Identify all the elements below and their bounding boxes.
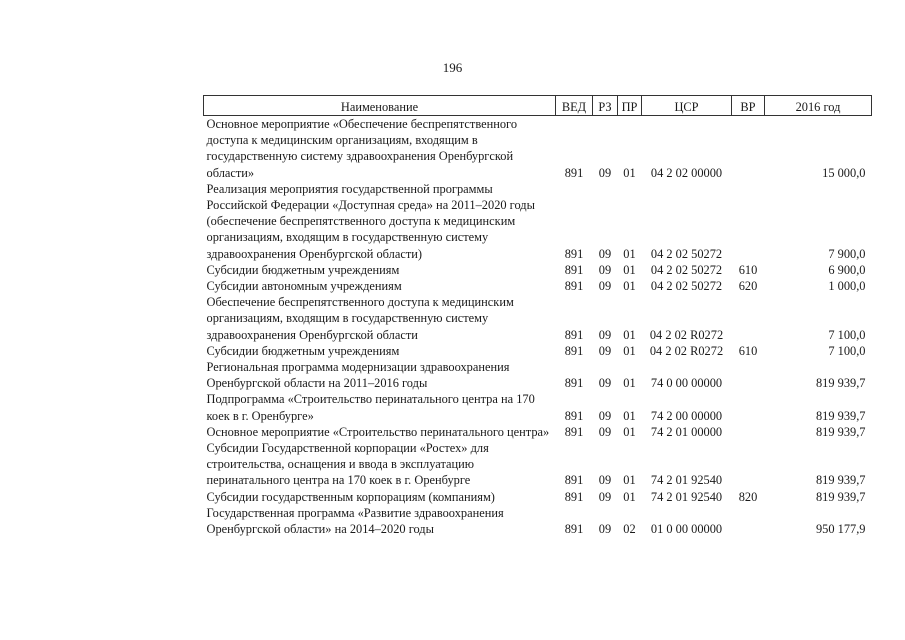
csr-cell: 04 2 02 50272 bbox=[650, 262, 723, 277]
vr-cell bbox=[732, 359, 765, 391]
csr-cell: 04 2 02 R0272 bbox=[649, 343, 724, 358]
table-row bbox=[204, 343, 872, 359]
header-ved: ВЕД bbox=[556, 96, 593, 116]
ved-cell: 891 bbox=[564, 246, 584, 261]
csr-cell: 01 0 00 00000 bbox=[650, 522, 723, 537]
header-pr: ПР bbox=[618, 96, 642, 116]
amount-cell: 819 939,7 bbox=[815, 376, 866, 391]
name-cell: Реализация мероприятия государственной программы Российской Федерации «Доступная среда» на 2011–2020 годы (обеспечение беспрепятственного доступа к медицинским организациям, входящим в государственную систему здравоохранения Оренбургской области) bbox=[206, 181, 535, 261]
rz-cell: 09 bbox=[598, 343, 612, 358]
csr-cell: 74 2 01 92540 bbox=[650, 473, 723, 488]
pr-cell: 01 bbox=[623, 343, 636, 358]
amount-cell: 819 939,7 bbox=[815, 473, 866, 488]
table-row bbox=[204, 489, 872, 505]
amount-cell: 1 000,0 bbox=[828, 279, 866, 294]
csr-cell: 04 2 02 50272 bbox=[650, 246, 723, 261]
rz-cell: 09 bbox=[598, 473, 612, 488]
vr-cell bbox=[732, 116, 765, 181]
pr-cell: 01 bbox=[623, 165, 636, 180]
table-header-row bbox=[204, 96, 872, 116]
vr-cell: 620 bbox=[738, 279, 758, 294]
ved-cell: 891 bbox=[564, 376, 584, 391]
pr-cell: 01 bbox=[623, 408, 636, 423]
vr-cell bbox=[732, 181, 765, 262]
header-csr: ЦСР bbox=[642, 96, 732, 116]
name-cell: Основное мероприятие «Строительство перинатального центра» bbox=[206, 424, 550, 439]
amount-cell: 7 100,0 bbox=[828, 327, 866, 342]
table-row bbox=[204, 116, 872, 181]
amount-cell: 819 939,7 bbox=[815, 408, 866, 423]
name-cell: Субсидии бюджетным учреждениям bbox=[206, 343, 400, 358]
budget-table bbox=[203, 95, 872, 537]
ved-cell: 891 bbox=[564, 522, 584, 537]
ved-cell: 891 bbox=[564, 343, 584, 358]
name-cell: Подпрограмма «Строительство перинатального центра на 170 коек в г. Оренбурге» bbox=[206, 392, 535, 423]
pr-cell: 01 bbox=[623, 376, 636, 391]
ved-cell: 891 bbox=[564, 473, 584, 488]
rz-cell: 09 bbox=[598, 246, 612, 261]
name-cell: Субсидии государственным корпорациям (компаниям) bbox=[206, 489, 495, 504]
rz-cell: 09 bbox=[598, 424, 612, 439]
table-row bbox=[204, 181, 872, 262]
name-cell: Субсидии Государственной корпорации «Ростех» для строительства, оснащения и ввода в эксплуатацию перинатального центра на 170 коек в г. Оренбурге bbox=[206, 441, 489, 488]
csr-cell: 74 0 00 00000 bbox=[650, 376, 723, 391]
name-cell: Субсидии автономным учреждениям bbox=[206, 279, 402, 294]
rz-cell: 09 bbox=[598, 376, 612, 391]
ved-cell: 891 bbox=[564, 424, 584, 439]
vr-cell bbox=[732, 424, 765, 440]
table-row bbox=[204, 505, 872, 537]
table-body bbox=[204, 116, 872, 538]
rz-cell: 09 bbox=[598, 279, 612, 294]
pr-cell: 01 bbox=[623, 489, 636, 504]
table-row bbox=[204, 391, 872, 423]
amount-cell: 7 900,0 bbox=[828, 246, 866, 261]
table-row bbox=[204, 294, 872, 343]
name-cell: Субсидии бюджетным учреждениям bbox=[206, 262, 400, 277]
amount-cell: 819 939,7 bbox=[815, 424, 866, 439]
vr-cell bbox=[732, 294, 765, 343]
table-row bbox=[204, 440, 872, 489]
table-row bbox=[204, 262, 872, 278]
vr-cell: 610 bbox=[738, 343, 758, 358]
vr-cell bbox=[732, 391, 765, 423]
table-row bbox=[204, 359, 872, 391]
table-row bbox=[204, 424, 872, 440]
vr-cell: 820 bbox=[738, 489, 758, 504]
header-name: Наименование bbox=[204, 96, 556, 116]
name-cell: Региональная программа модернизации здравоохранения Оренбургской области на 2011–2016 годы bbox=[206, 360, 510, 391]
page-number: 196 bbox=[442, 60, 463, 75]
rz-cell: 09 bbox=[598, 262, 612, 277]
rz-cell: 09 bbox=[598, 327, 612, 342]
csr-cell: 04 2 02 R0272 bbox=[649, 327, 724, 342]
vr-cell: 610 bbox=[738, 262, 758, 277]
pr-cell: 01 bbox=[623, 279, 636, 294]
vr-cell bbox=[732, 440, 765, 489]
ved-cell: 891 bbox=[564, 489, 584, 504]
csr-cell: 74 2 01 00000 bbox=[650, 424, 723, 439]
table-row bbox=[204, 278, 872, 294]
csr-cell: 74 2 00 00000 bbox=[650, 408, 723, 423]
amount-cell: 15 000,0 bbox=[822, 165, 866, 180]
pr-cell: 01 bbox=[623, 424, 636, 439]
pr-cell: 01 bbox=[623, 246, 636, 261]
ved-cell: 891 bbox=[564, 408, 584, 423]
csr-cell: 04 2 02 50272 bbox=[650, 279, 723, 294]
pr-cell: 02 bbox=[623, 522, 636, 537]
header-year: 2016 год bbox=[765, 96, 872, 116]
rz-cell: 09 bbox=[598, 522, 612, 537]
pr-cell: 01 bbox=[623, 262, 636, 277]
name-cell: Государственная программа «Развитие здравоохранения Оренбургской области» на 2014–2020 годы bbox=[206, 505, 504, 537]
amount-cell: 950 177,9 bbox=[815, 522, 866, 537]
header-rz: РЗ bbox=[593, 96, 618, 116]
name-cell: Обеспечение беспрепятственного доступа к медицинским организациям, входящим в государственную систему здравоохранения Оренбургской области bbox=[206, 295, 514, 342]
vr-cell bbox=[732, 505, 765, 537]
header-vr: ВР bbox=[732, 96, 765, 116]
ved-cell: 891 bbox=[564, 279, 584, 294]
rz-cell: 09 bbox=[598, 408, 612, 423]
ved-cell: 891 bbox=[564, 165, 584, 180]
csr-cell: 74 2 01 92540 bbox=[650, 489, 723, 504]
name-cell: Основное мероприятие «Обеспечение беспрепятственного доступа к медицинским организациям, входящим в государственную систему здравоохранения Оренбургской области» bbox=[206, 117, 518, 180]
csr-cell: 04 2 02 00000 bbox=[650, 165, 723, 180]
amount-cell: 819 939,7 bbox=[815, 489, 866, 504]
pr-cell: 01 bbox=[623, 473, 636, 488]
rz-cell: 09 bbox=[598, 489, 612, 504]
rz-cell: 09 bbox=[598, 165, 612, 180]
ved-cell: 891 bbox=[564, 327, 584, 342]
ved-cell: 891 bbox=[564, 262, 584, 277]
pr-cell: 01 bbox=[623, 327, 636, 342]
amount-cell: 7 100,0 bbox=[828, 343, 866, 358]
amount-cell: 6 900,0 bbox=[828, 262, 866, 277]
